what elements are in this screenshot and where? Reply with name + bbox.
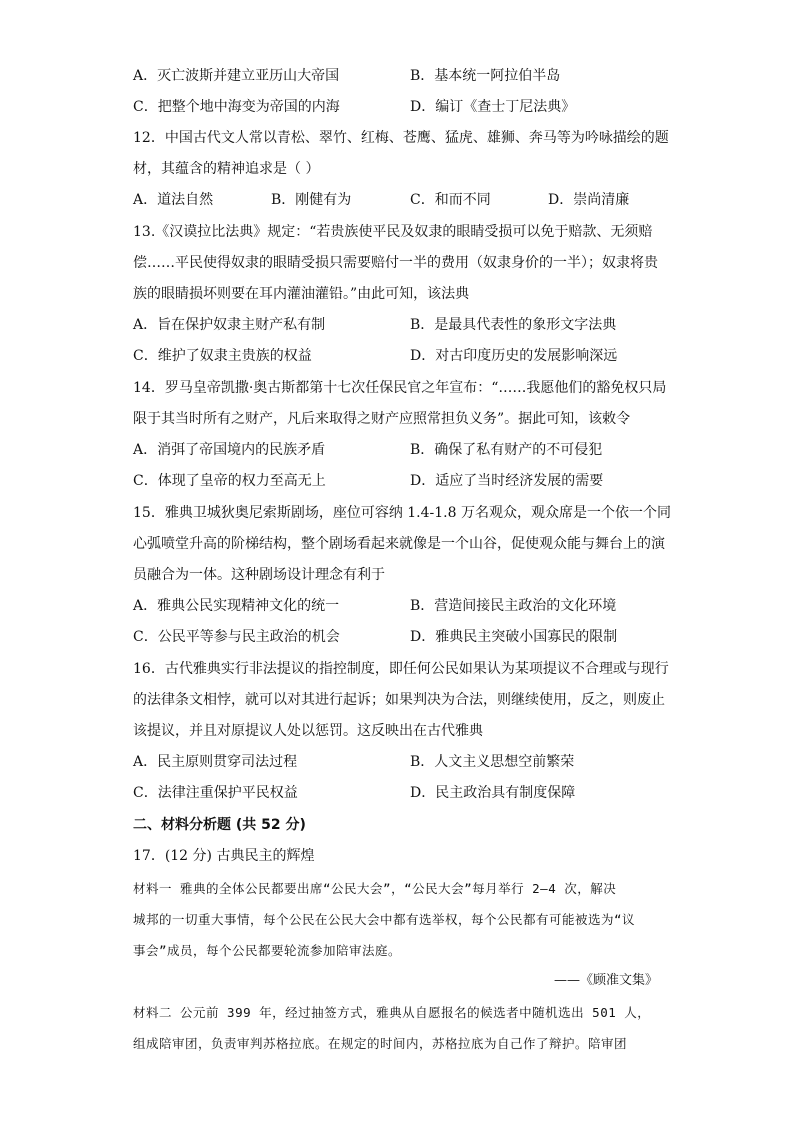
q16-stem-line2: 的法律条文相悖，就可以对其进行起诉；如果判决为合法，则继续使用，反之，则废止 <box>133 692 665 708</box>
q15-option-b: B．营造间接民主政治的文化环境 <box>410 598 617 614</box>
q15-option-a: A．雅典公民实现精神文化的统一 <box>133 598 340 614</box>
material1-line3: 事会”成员，每个公民都要轮流参加陪审法庭。 <box>133 943 402 958</box>
q13-option-c: C．维护了奴隶主贵族的权益 <box>133 348 312 364</box>
q12-option-c: C．和而不同 <box>410 192 491 208</box>
q14-stem-line1: 14．罗马皇帝凯撒·奥古斯都第十七次任保民官之年宣布：“……我愿他们的豁免权只局 <box>133 380 667 396</box>
q11-option-d: D．编订《查士丁尼法典》 <box>410 99 576 115</box>
q13-option-d: D．对古印度历史的发展影响深远 <box>410 348 618 364</box>
q15-stem-line1: 15．雅典卫城狄奥尼索斯剧场，座位可容纳 1.4-1.8 万名观众，观众席是一个依一个同 <box>133 505 671 521</box>
q12-option-d: D．崇尚清廉 <box>548 192 630 208</box>
q17-title: 17．(12 分) 古典民主的辉煌 <box>133 848 315 864</box>
q15-option-c: C．公民平等参与民主政治的机会 <box>133 629 340 645</box>
q16-option-d: D．民主政治具有制度保障 <box>410 785 576 801</box>
q13-option-b: B．是最具代表性的象形文字法典 <box>410 317 617 333</box>
q12-stem-line2: 材，其蕴含的精神追求是（ ） <box>133 161 320 177</box>
q15-option-d: D．雅典民主突破小国寡民的限制 <box>410 629 618 645</box>
q12-option-b: B．刚健有为 <box>271 192 352 208</box>
material2-line2: 组成陪审团，负责审判苏格拉底。在规定的时间内，苏格拉底为自己作了辩护。陪审团 <box>133 1036 628 1051</box>
q15-stem-line3: 员融合为一体。这种剧场设计理念有利于 <box>133 567 385 583</box>
q12-stem-line1: 12．中国古代文人常以青松、翠竹、红梅、苍鹰、猛虎、雄狮、奔马等为吟咏描绘的题 <box>133 130 669 146</box>
q14-option-b: B．确保了私有财产的不可侵犯 <box>410 442 603 458</box>
q16-stem-line1: 16．古代雅典实行非法提议的指控制度，即任何公民如果认为某项提议不合理或与现行 <box>133 661 669 677</box>
q16-option-c: C．法律注重保护平民权益 <box>133 785 298 801</box>
q11-option-b: B．基本统一阿拉伯半岛 <box>410 68 561 84</box>
q14-option-d: D．适应了当时经济发展的需要 <box>410 473 604 489</box>
material1-line1: 材料一 雅典的全体公民都要出席“公民大会”，“公民大会”每月举行 2—4 次，解决 <box>133 881 617 896</box>
q11-option-a: A．灭亡波斯并建立亚历山大帝国 <box>133 68 340 84</box>
q13-stem-line1: 13.《汉谟拉比法典》规定：“若贵族使平民及奴隶的眼睛受损可以免于赔款、无须赔 <box>133 224 653 240</box>
q16-option-b: B．人文主义思想空前繁荣 <box>410 754 575 770</box>
q13-stem-line2: 偿……平民使得奴隶的眼睛受损只需要赔付一半的费用（奴隶身价的一半）；奴隶将贵 <box>133 255 658 271</box>
q16-option-a: A．民主原则贯穿司法过程 <box>133 754 298 770</box>
material2-line1: 材料二 公元前 399 年，经过抽签方式，雅典从自愿报名的候选者中随机选出 501 人， <box>133 1005 651 1020</box>
q13-option-a: A．旨在保护奴隶主财产私有制 <box>133 317 326 333</box>
q11-option-c: C．把整个地中海变为帝国的内海 <box>133 99 340 115</box>
q14-stem-line2: 限于其当时所有之财产，凡后来取得之财产应照常担负义务”。据此可知，该敕令 <box>133 411 631 427</box>
material1-source: ——《顾准文集》 <box>553 973 658 988</box>
material1-line2: 城邦的一切重大事情，每个公民在公民大会中都有选举权，每个公民都有可能被选为“议 <box>133 912 636 927</box>
q16-stem-line3: 该提议，并且对原提议人处以惩罚。这反映出在古代雅典 <box>133 723 483 739</box>
q15-stem-line2: 心弧喷堂升高的阶梯结构，整个剧场看起来就像是一个山谷，促使观众能与舞台上的演 <box>133 536 665 552</box>
q12-option-a: A．道法自然 <box>133 192 214 208</box>
q13-stem-line3: 族的眼睛损坏则要在耳内灌油灌铅。”由此可知，该法典 <box>133 286 470 302</box>
q14-option-a: A．消弭了帝国境内的民族矛盾 <box>133 442 326 458</box>
q14-option-c: C．体现了皇帝的权力至高无上 <box>133 473 326 489</box>
section-heading: 二、材料分析题 (共 52 分) <box>133 817 306 833</box>
